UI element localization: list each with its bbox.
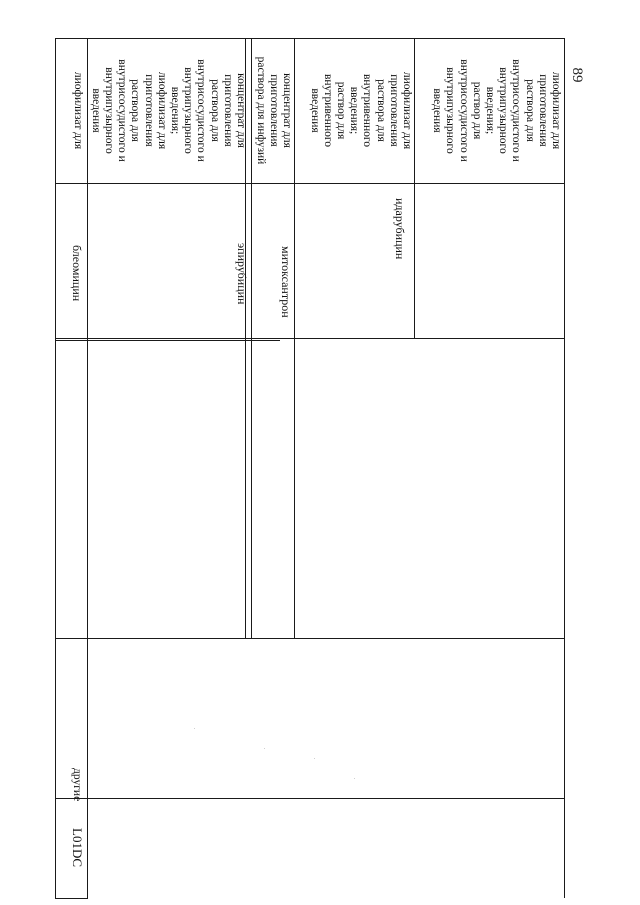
group-code-cell: L01DC bbox=[70, 828, 85, 867]
dosage-form-line: введения; bbox=[483, 86, 496, 135]
dosage-form-line: раствора для bbox=[208, 79, 221, 142]
page-number: 89 bbox=[569, 67, 586, 83]
dosage-form-line: приготовления bbox=[387, 74, 400, 147]
dosage-form-line: внутрисосудистого и bbox=[510, 59, 523, 162]
table-bottom-border bbox=[55, 38, 56, 898]
scan-speck bbox=[354, 778, 355, 779]
dosage-form-line: раствора для bbox=[374, 79, 387, 142]
dosage-form-line: приготовления bbox=[536, 74, 549, 147]
row-1-divider bbox=[414, 38, 415, 338]
dosage-form-line: введения; bbox=[348, 86, 361, 135]
dosage-form-line: концентрат для bbox=[281, 73, 293, 148]
dosage-form-line: введения bbox=[431, 88, 444, 133]
group-name-cell: другие bbox=[71, 768, 83, 802]
scan-speck bbox=[264, 748, 265, 749]
dosage-form-cell bbox=[253, 38, 293, 183]
dosage-form-line: лиофилизат для bbox=[155, 71, 168, 150]
dosage-form-line: раствор для bbox=[470, 81, 483, 140]
dosage-form-line: раствора для инфузий bbox=[254, 56, 267, 165]
scan-speck bbox=[194, 728, 195, 729]
name-code-divider bbox=[55, 798, 565, 799]
drug-group-divider-inner bbox=[55, 340, 280, 341]
dosage-form-line: лиофилизат для bbox=[72, 71, 84, 150]
drug-name-cell: митоксантрон bbox=[279, 246, 293, 318]
drug-group-divider bbox=[55, 338, 565, 339]
dosage-form-line: введения; bbox=[168, 86, 181, 135]
dosage-form-cell bbox=[307, 38, 413, 183]
dosage-form-line: лиофилизат для bbox=[550, 71, 562, 150]
dosage-form-line: внутривенного bbox=[361, 73, 374, 148]
dosage-form-line: приготовления bbox=[267, 74, 280, 147]
scan-speck bbox=[314, 758, 315, 759]
drug-name-cell: блеомицин bbox=[70, 245, 84, 302]
dosage-form-line: приготовления bbox=[221, 74, 234, 147]
dosage-form-line: введения bbox=[89, 88, 102, 133]
dosage-form-line: внутрипузырного bbox=[182, 67, 195, 154]
dosage-form-line: внутрисосудистого и bbox=[116, 59, 129, 162]
dosage-form-line: внутрипузырного bbox=[497, 67, 510, 154]
dosage-form-line: концентрат для bbox=[235, 73, 247, 148]
table-top-border bbox=[564, 38, 565, 898]
right-border bbox=[55, 898, 88, 899]
dosage-form-line: внутрисосудистого и bbox=[195, 59, 208, 162]
dosage-form-line: раствор для bbox=[334, 81, 347, 140]
drug-name-cell: эпирубицин bbox=[235, 243, 249, 305]
dosage-form-cell bbox=[71, 38, 84, 183]
dosage-form-line: раствора для bbox=[129, 79, 142, 142]
dosage-form-line: раствора для bbox=[523, 79, 536, 142]
dosage-form-line: внутрипузырного bbox=[444, 67, 457, 154]
dosage-form-line: приготовления bbox=[142, 74, 155, 147]
dosage-form-line: внутрисосудистого и bbox=[457, 59, 470, 162]
dosage-form-line: внутрипузырного bbox=[102, 67, 115, 154]
rotated-table bbox=[55, 38, 565, 898]
dosage-form-cell bbox=[430, 38, 562, 183]
form-drug-divider bbox=[55, 183, 565, 184]
dosage-form-line: внутривенного bbox=[321, 73, 334, 148]
drug-name-cell: идарубицин bbox=[393, 198, 407, 260]
dosage-form-cell bbox=[89, 38, 247, 183]
dosage-form-line: введения bbox=[308, 88, 321, 133]
group-name-divider bbox=[55, 638, 565, 639]
dosage-form-line: лиофилизат для bbox=[401, 71, 413, 150]
